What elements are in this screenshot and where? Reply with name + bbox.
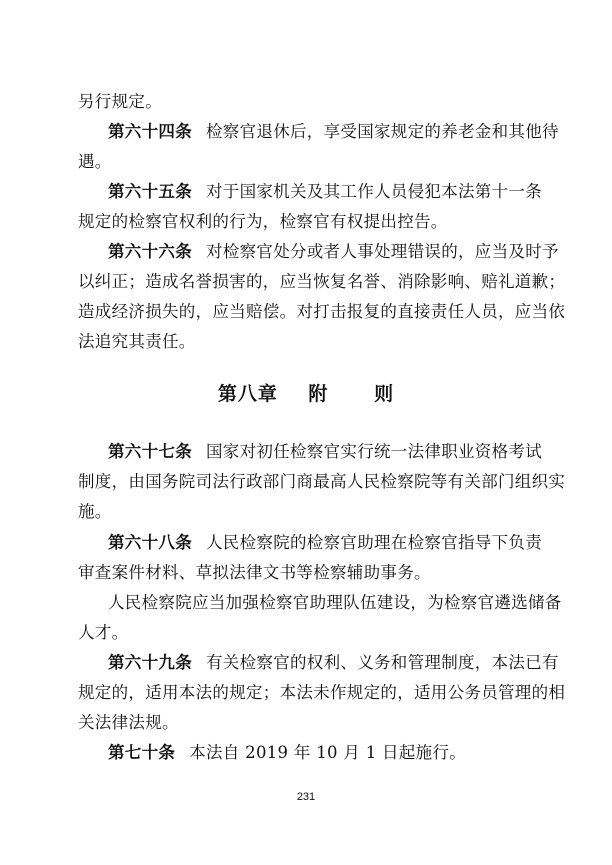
article-67 xyxy=(108,440,542,464)
article-number: 第六十四条 xyxy=(108,122,192,141)
text-line: 法追究其责任。 xyxy=(78,332,196,351)
paragraph-line: 人民检察院应当加强检察官助理队伍建设，为检察官遴选储备 xyxy=(108,593,562,612)
page-number: 231 xyxy=(296,791,316,803)
article-text: 国家对初任检察官实行统一法律职业资格考试 xyxy=(206,442,542,461)
article-number: 第七十条 xyxy=(108,743,176,762)
text-line: 以纠正；造成名誉损害的，应当恢复名誉、消除影响、赔礼道歉； xyxy=(78,272,566,291)
text-line: 规定的检察官权利的行为，检察官有权提出控告。 xyxy=(78,212,448,231)
text-line: 关法律法规。 xyxy=(78,713,179,732)
text-line: 施。 xyxy=(78,502,112,521)
article-number: 第六十五条 xyxy=(108,182,192,201)
article-69 xyxy=(108,651,559,675)
article-65 xyxy=(108,180,542,204)
article-number: 第六十七条 xyxy=(108,442,192,461)
text-line: 审查案件材料、草拟法律文书等检察辅助事务。 xyxy=(78,563,431,582)
article-text: 对于国家机关及其工作人员侵犯本法第十一条 xyxy=(206,182,542,201)
text-line: 造成经济损失的，应当赔偿。对打击报复的直接责任人员，应当依 xyxy=(78,302,566,321)
text-line: 规定的，适用本法的规定；本法未作规定的，适用公务员管理的相 xyxy=(78,683,566,702)
article-text: 有关检察官的权利、义务和管理制度，本法已有 xyxy=(206,653,559,672)
article-text: 检察官退休后，享受国家规定的养老金和其他待 xyxy=(206,122,559,141)
article-text: 对检察官处分或者人事处理错误的，应当及时予 xyxy=(206,242,559,261)
article-70 xyxy=(108,741,466,765)
text-line: 另行规定。 xyxy=(78,92,162,111)
article-68 xyxy=(108,531,542,555)
article-66 xyxy=(108,240,559,264)
text-line: 制度，由国务院司法行政部门商最高人民检察院等有关部门组织实 xyxy=(78,472,566,491)
article-64 xyxy=(108,120,559,144)
text-line: 人才。 xyxy=(78,623,129,642)
article-text: 人民检察院的检察官助理在检察官指导下负责 xyxy=(206,533,542,552)
article-number: 第六十六条 xyxy=(108,242,192,261)
text-line: 遇。 xyxy=(78,152,112,171)
article-text: 本法自 2019 年 10 月 1 日起施行。 xyxy=(189,743,467,762)
article-number: 第六十八条 xyxy=(108,533,192,552)
article-number: 第六十九条 xyxy=(108,653,192,672)
chapter-heading: 第八章 附 则 xyxy=(217,383,395,405)
